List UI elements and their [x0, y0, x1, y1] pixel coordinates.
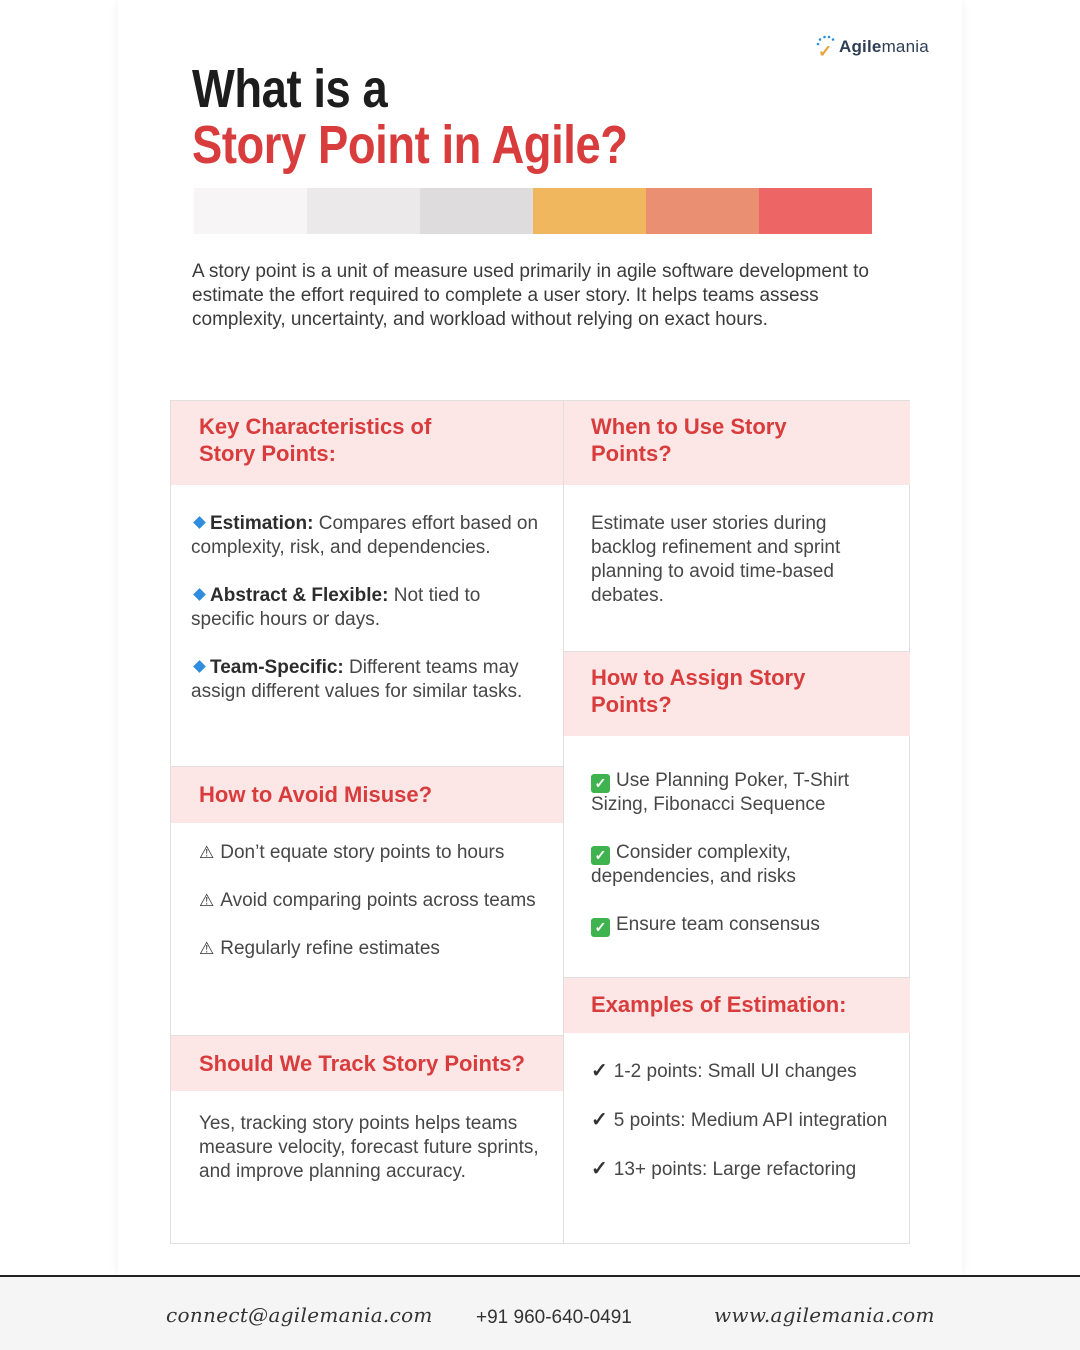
diamond-icon	[193, 516, 206, 529]
misuse-body	[171, 823, 563, 1035]
logo-check-icon: ✓	[814, 34, 836, 60]
footer-website[interactable]: www.agilemania.com	[714, 1303, 935, 1327]
assign-heading: How to Assign Story Points?	[591, 665, 806, 717]
misuse-item: ⚠ Don’t equate story points to hours	[199, 842, 505, 863]
characteristic-item: Team-Specific: Different teams may assign different values for similar tasks.	[191, 657, 523, 702]
diamond-icon	[193, 588, 206, 601]
scale-swatch	[646, 188, 759, 234]
example-item: ✓ 1-2 points: Small UI changes	[591, 1060, 857, 1082]
brand-name: Agilemania	[839, 37, 929, 56]
characteristics-heading: Key Characteristics of Story Points:	[199, 414, 432, 466]
examples-body	[564, 1033, 910, 1245]
page-title	[192, 59, 628, 175]
example-item: ✓ 5 points: Medium API integration	[591, 1109, 888, 1131]
title-line-1: What is a	[192, 59, 388, 119]
characteristic-item: Abstract & Flexible: Not tied to specific hours or days.	[191, 585, 481, 630]
characteristics-header	[171, 401, 563, 485]
checkmark-icon: ✓	[591, 1158, 608, 1180]
scale-swatch	[307, 188, 420, 234]
example-item: ✓ 13+ points: Large refactoring	[591, 1158, 857, 1180]
checkbox-icon: ✓	[591, 918, 610, 937]
diamond-icon	[193, 660, 206, 673]
assign-item: ✓ Consider complexity, dependencies, and risks	[591, 842, 796, 887]
track-text: Yes, tracking story points helps teams measure velocity, forecast future sprints, and improve planning accuracy.	[199, 1113, 539, 1182]
assign-body	[564, 736, 910, 977]
estimation-color-scale	[194, 188, 872, 234]
characteristics-body	[171, 485, 563, 767]
track-body	[171, 1091, 563, 1245]
characteristic-item: Estimation: Compares effort based on complexity, risk, and dependencies.	[191, 513, 539, 558]
footer-email[interactable]: connect@agilemania.com	[166, 1303, 433, 1327]
assign-item: ✓ Ensure team consensus	[591, 913, 890, 937]
warning-icon: ⚠	[199, 843, 215, 862]
assign-item: ✓ Use Planning Poker, T-Shirt Sizing, Fibonacci Sequence	[591, 770, 850, 815]
track-header	[171, 1036, 563, 1091]
scale-swatch	[759, 188, 872, 234]
assign-header	[564, 652, 910, 736]
title-line-2: Story Point in Agile?	[192, 115, 628, 175]
checkmark-icon: ✓	[591, 1060, 608, 1082]
misuse-item: ⚠ Regularly refine estimates	[199, 938, 440, 959]
brand-logo[interactable]	[814, 34, 929, 60]
misuse-item: ⚠ Avoid comparing points across teams	[199, 890, 536, 911]
checkmark-icon: ✓	[591, 1109, 608, 1131]
when-text: Estimate user stories during backlog refinement and sprint planning to avoid time-based debates.	[591, 513, 841, 606]
scale-swatch	[420, 188, 533, 234]
checkbox-icon: ✓	[591, 774, 610, 793]
warning-icon: ⚠	[199, 891, 215, 910]
footer-phone[interactable]: +91 960-640-0491	[476, 1307, 632, 1328]
when-header	[564, 401, 910, 485]
examples-header	[564, 978, 910, 1033]
misuse-heading: How to Avoid Misuse?	[199, 782, 433, 807]
info-grid	[170, 400, 910, 1244]
misuse-header	[171, 767, 563, 823]
track-heading: Should We Track Story Points?	[199, 1051, 525, 1076]
checkbox-icon: ✓	[591, 846, 610, 865]
intro-paragraph: A story point is a unit of measure used primarily in agile software development to estimate the effort required to complete a user story. It helps teams assess complexity, uncertainty, and workload without relying on exact hours.	[192, 261, 869, 330]
when-body	[564, 485, 910, 651]
examples-heading: Examples of Estimation:	[591, 992, 847, 1017]
when-heading: When to Use Story Points?	[591, 414, 787, 466]
scale-swatch	[194, 188, 307, 234]
warning-icon: ⚠	[199, 939, 215, 958]
scale-swatch	[533, 188, 646, 234]
